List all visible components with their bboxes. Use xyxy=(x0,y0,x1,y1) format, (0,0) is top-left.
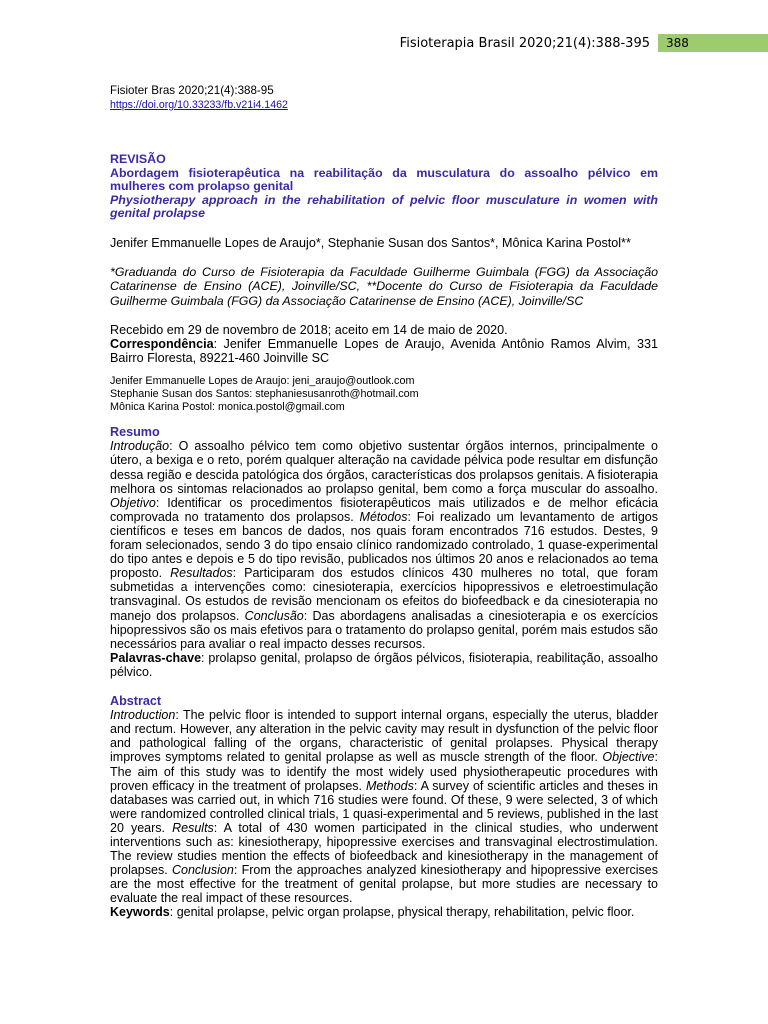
abstract-intro: : The pelvic floor is intended to support internal organs, especially the uterus, bladder and rectum. However, any alteration in the pelvic cavity may result in dysfunction of the pelvic floor and pathological falling of the organs, characteristic of genital prolapses. Physical therapy improves symptoms related to genital prolapse as well as muscle strength of the floor. xyxy=(110,708,658,765)
resumo-obj-label: Objetivo xyxy=(110,495,156,510)
resumo-body xyxy=(110,439,658,650)
abstract-con-label: Conclusion xyxy=(171,863,234,878)
title-english: Physiotherapy approach in the rehabilitation of pelvic floor musculature in women with genital prolapse xyxy=(110,192,658,221)
section-label: REVISÃO xyxy=(110,152,166,166)
resumo-intro: : O assoalho pélvico tem como objetivo sustentar órgãos internos, principalmente o útero, a bexiga e o reto, porém qualquer alteração na cavidade pélvica pode resultar em disfunção dessa região e descida patológica dos órgãos, características dos prolapsos genitais. A fisioterapia melhora os sintomas relacionados ao prolapso genital, bem como a força muscular do assoalho. xyxy=(110,439,658,496)
resumo-con: : Das abordagens analisadas a cinesioterapia e os exercícios hipopressivos são os mais efetivos para o tratamento do prolapso genital, porém mais estudos são necessários para avaliar o real impacto desses recursos. xyxy=(110,608,658,651)
resumo-intro-label: Introdução xyxy=(110,439,170,454)
correspondence xyxy=(110,337,658,365)
resumo-kw-label: Palavras-chave xyxy=(110,650,202,665)
abstract-body xyxy=(110,708,658,905)
resumo-keywords xyxy=(110,651,658,679)
email-line: Mônica Karina Postol: monica.postol@gmail.com xyxy=(110,400,345,413)
resumo-res: : Participaram dos estudos clínicos 430 mulheres no total, que foram submetidas a intervenções como: cinesioterapia, exercícios hipopressivos e eletroestimulação transvaginal. Os estudos de revisão mencionam os efeitos do biofeedback e da cinesioterapia no manejo dos prolapsos. xyxy=(110,566,658,623)
page-number-tab: 388 xyxy=(658,34,768,52)
correspondence-text: : Jenifer Emmanuelle Lopes de Araujo, Avenida Antônio Ramos Alvim, 331 Bairro Floresta, 89221-460 Joinville SC xyxy=(110,336,658,366)
abstract-met-label: Methods xyxy=(365,778,414,793)
citation-ref: Fisioter Bras 2020;21(4):388-95 xyxy=(110,84,274,97)
title-block xyxy=(110,153,658,221)
received-date: Recebido em 29 de novembro de 2018; aceito em 14 de maio de 2020. xyxy=(110,322,508,337)
email-line: Stephanie Susan dos Santos: stephaniesusanroth@hotmail.com xyxy=(110,387,419,400)
abstract-res: : A total of 430 women participated in the clinical studies, who underwent interventions such as: kinesiotherapy, hipopressive exercises and transvaginal electrostimulation. The review studies mention the effects of biofeedback and kinesiotherapy in the management of prolapses. xyxy=(110,820,659,878)
title-portuguese: Abordagem fisioterapêutica na reabilitação da musculatura do assoalho pélvico em mulheres com prolapso genital xyxy=(110,165,658,194)
abstract-con: : From the approaches analyzed kinesiotherapy and hipopressive exercises are the most effective for the treatment of genital prolapse, but more studies are necessary to evaluate the real impact of these resources. xyxy=(110,863,658,906)
resumo-met-label: Métodos xyxy=(359,509,408,524)
resumo-res-label: Resultados xyxy=(170,566,233,581)
abstract-res-label: Results xyxy=(172,820,214,835)
doi-link[interactable]: https://doi.org/10.33233/fb.v21i4.1462 xyxy=(110,99,288,111)
abstract-heading: Abstract xyxy=(110,693,162,708)
resumo-kw: : prolapso genital, prolapso de órgãos pélvicos, fisioterapia, reabilitação, assoalho pélvico. xyxy=(110,650,658,679)
abstract-met: : A survey of scientific articles and theses in databases was carried out, in which 716 studies were found. Of these, 9 were selected, 3 of which were randomized controlled clinical trials, 1 quasi-experimental and 5 reviews, published in the last 20 years. xyxy=(110,778,658,835)
resumo-obj: : Identificar os procedimentos fisioterapêuticos mais utilizados e de melhor eficácia comprovada no tratamento dos prolapsos. xyxy=(110,495,658,524)
article-content xyxy=(110,84,658,920)
abstract-obj: : The aim of this study was to identify the most widely used physiotherapeutic procedures with proven efficacy in the treatment of prolapses. xyxy=(110,750,658,793)
abstract-keywords xyxy=(110,905,658,919)
resumo-con-label: Conclusão xyxy=(244,608,304,623)
authors: Jenifer Emmanuelle Lopes de Araujo*, Stephanie Susan dos Santos*, Mônica Karina Postol** xyxy=(110,235,631,250)
abstract-kw: : genital prolapse, pelvic organ prolapse, physical therapy, rehabilitation, pelvic floor. xyxy=(169,905,635,920)
running-header xyxy=(400,34,768,52)
correspondence-label: Correspondência xyxy=(110,336,214,351)
abstract-intro-label: Introduction xyxy=(110,708,176,723)
email-line: Jenifer Emmanuelle Lopes de Araujo: jeni_araujo@outlook.com xyxy=(110,375,415,388)
author-emails xyxy=(110,375,658,413)
abstract-kw-label: Keywords xyxy=(110,905,170,920)
abstract-obj-label: Objective xyxy=(602,750,655,765)
resumo-heading: Resumo xyxy=(110,425,160,440)
resumo-met: : Foi realizado um levantamento de artigos científicos e teses em bancos de dados, nos quais foram encontrados 716 estudos. Destes, 9 foram selecionados, sendo 3 do tipo ensaio clínico randomizado controlado, 1 quase-experimental do tipo antes e depois e 5 do tipo revisão, publicados nos últimos 20 anos e relacionados ao tema proposto. xyxy=(110,509,658,581)
affiliation: *Graduanda do Curso de Fisioterapia da Faculdade Guilherme Guimbala (FGG) da Associação Catarinense de Ensino (ACE), Joinville/SC, **Docente do Curso de Fisioterapia da Faculdade Guilherme Guimbala (FGG) da Associação Catarinense de Ensino (ACE), Joinville/SC xyxy=(110,265,658,308)
journal-running-title: Fisioterapia Brasil 2020;21(4):388-395 xyxy=(399,35,650,51)
